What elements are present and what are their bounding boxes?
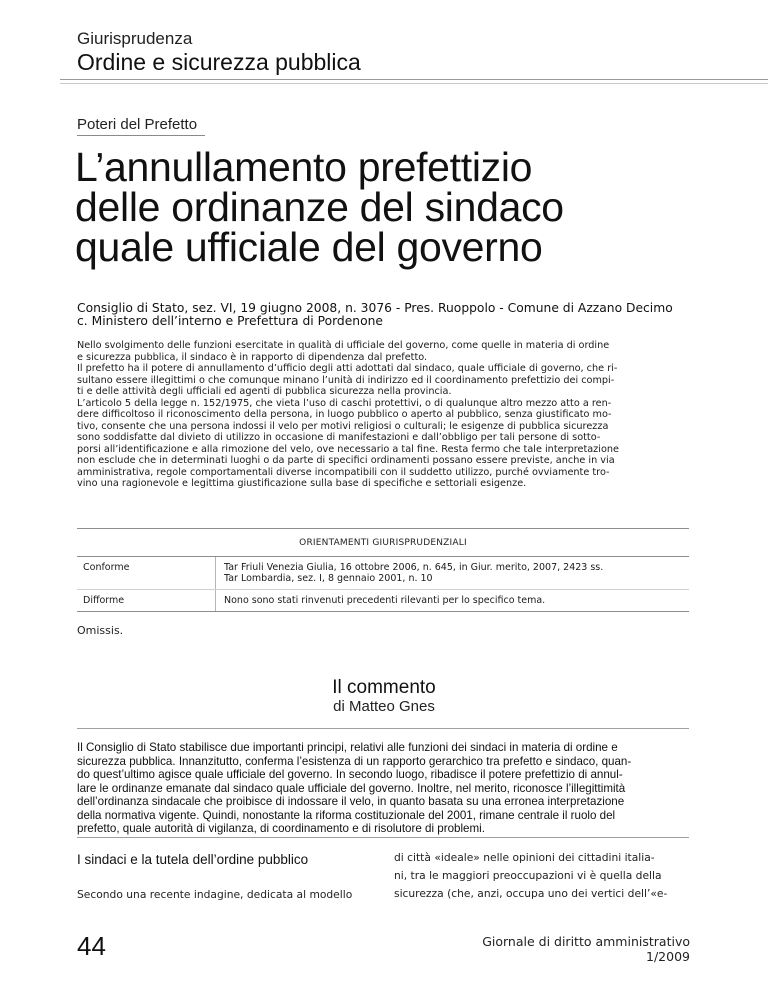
row-line: Tar Friuli Venezia Giulia, 16 ottobre 2006, n. 645, in Giur. merito, 2007, 2423 ss. — [224, 562, 604, 573]
row-line: Nono sono stati rinvenuti precedenti rilevanti per lo specifico tema. — [224, 595, 546, 606]
column-line: ni, tra le maggiori preoccupazioni vi è quella della — [394, 869, 662, 882]
abstract-line: lare le ordinanze emanate dal sindaco quale ufficiale del governo. Inoltre, nel merito, riconosce l’illegittimità — [77, 781, 626, 795]
abstract-line: do quest’ultimo agisce quale ufficiale del governo. In secondo luogo, ribadisce il potere prefettizio di annul- — [77, 768, 623, 781]
omissis: Omissis. — [77, 624, 124, 637]
massima-line: ti e delle attività degli ufficiali ed agenti di pubblica sicurezza nella provincia. — [77, 386, 452, 397]
section-label: Giurisprudenza — [77, 29, 193, 48]
massima-line: L’articolo 5 della legge n. 152/1975, che vieta l’uso di caschi protettivi, o di qualunque altro mezzo atto a ren- — [77, 397, 612, 409]
commento-title: Il commento — [332, 677, 436, 698]
citation-line: Consiglio di Stato, sez. VI, 19 giugno 2008, n. 3076 - Pres. Ruoppolo - Comune di Azzano Decimo — [77, 301, 673, 315]
orientamenti-table — [77, 528, 689, 612]
citation-line: c. Ministero dell’interno e Prefettura di Pordenone — [77, 314, 383, 328]
title-line: L’annullamento prefettizio — [75, 144, 533, 190]
massima-line: amministrativa, regole comportamentali diverse incompatibili con il suddetto utilizzo, purché ovviamente tro- — [77, 466, 610, 478]
massima-line: tivo, consente che una persona indossi il velo per motivi religiosi o culturali; le esigenze di pubblica sicurezza — [77, 420, 609, 432]
abstract-line: dell’ordinanza sindacale che proibisce di indossare il velo, in quanto basata su una erronea interpretazione — [77, 795, 625, 808]
massima-line: sultano essere illegittimi o che comunque minano l’unità di indirizzo ed il coordinamento prefettizio dei compi- — [77, 374, 615, 386]
massima-line: e sicurezza pubblica, il sindaco è in rapporto di dipendenza dal prefetto. — [77, 351, 428, 363]
commento-author: di Matteo Gnes — [333, 698, 435, 715]
massima-line: sono soddisfatte dal divieto di utilizzo in occasione di manifestazioni e dall’obbligo per tali persone di sotto- — [77, 432, 601, 443]
massima-line: Il prefetto ha il potere di annullamento d’ufficio degli atti adottati dal sindaco, quale ufficiale di governo, che ri- — [77, 363, 618, 374]
massima-line: porsi all’identificazione e alla rimozione del velo, ove necessario a tal fine. Resta fermo che tale interpretazione — [77, 443, 619, 455]
column-one-text: Secondo una recente indagine, dedicata al modello — [77, 888, 353, 901]
article-title — [75, 144, 564, 270]
section-title: Ordine e sicurezza pubblica — [77, 49, 361, 75]
row-label: Difforme — [83, 595, 125, 606]
article-kicker: Poteri del Prefetto — [77, 116, 198, 133]
abstract-rule-top — [77, 728, 689, 729]
title-line: delle ordinanze del sindaco — [75, 184, 564, 230]
row-line: Tar Lombardia, sez. I, 8 gennaio 2001, n. 10 — [224, 573, 433, 584]
header-rule-secondary — [60, 83, 768, 84]
abstract-line: sicurezza pubblica. Innanzitutto, conferma l’esistenza di un rapporto gerarchico tra prefetto e sindaco, quan- — [77, 754, 632, 768]
abstract-line: della normativa vigente. Quindi, nonostante la riforma costituzionale del 2001, rimane centrale il ruolo del — [77, 808, 616, 822]
massima-text — [77, 340, 693, 490]
title-line: quale ufficiale del governo — [75, 224, 543, 270]
table-row — [77, 590, 689, 611]
massima-line: vino una ragionevole e legittima giustificazione sulla base di specifiche e settoriali esigenze. — [77, 478, 527, 489]
massima-line: non esclude che in determinati luoghi o da parte di specifici ordinamenti possano essere previste, anche in via — [77, 455, 615, 466]
abstract-line: prefetto, quale autorità di vigilanza, di coordinamento e di risolutore di problemi. — [77, 822, 485, 835]
case-citation — [77, 302, 697, 328]
abstract-line: Il Consiglio di Stato stabilisce due importanti principi, relativi alle funzioni dei sindaci in materia di ordine e — [77, 741, 618, 754]
abstract-rule-bottom — [77, 837, 689, 838]
row-content — [215, 590, 689, 611]
journal-footer: Giornale di diritto amministrativo 1/2009 — [482, 934, 690, 964]
column-two-text — [394, 849, 692, 903]
column-line: di città «ideale» nelle opinioni dei cittadini italia- — [394, 851, 655, 864]
orientamenti-title: ORIENTAMENTI GIURISPRUDENZIALI — [299, 538, 467, 548]
table-rule — [77, 611, 689, 612]
column-line: sicurezza (che, anzi, occupa uno dei vertici dell’«e- — [394, 887, 668, 900]
page-number: 44 — [77, 931, 106, 961]
header-rule — [60, 79, 768, 80]
row-label: Conforme — [83, 562, 130, 573]
section-subhead: I sindaci e la tutela dell’ordine pubblico — [77, 852, 309, 867]
massima-line: Nello svolgimento delle funzioni esercitate in qualità di ufficiale del governo, come quelle in materia di ordine — [77, 340, 610, 351]
kicker-underline — [77, 135, 205, 136]
massima-line: dere difficoltoso il riconoscimento della persona, in luogo pubblico o aperto al pubblico, senza giustificato mo- — [77, 409, 612, 420]
commento-abstract — [77, 741, 691, 836]
table-row — [77, 557, 689, 589]
row-content — [215, 557, 689, 589]
